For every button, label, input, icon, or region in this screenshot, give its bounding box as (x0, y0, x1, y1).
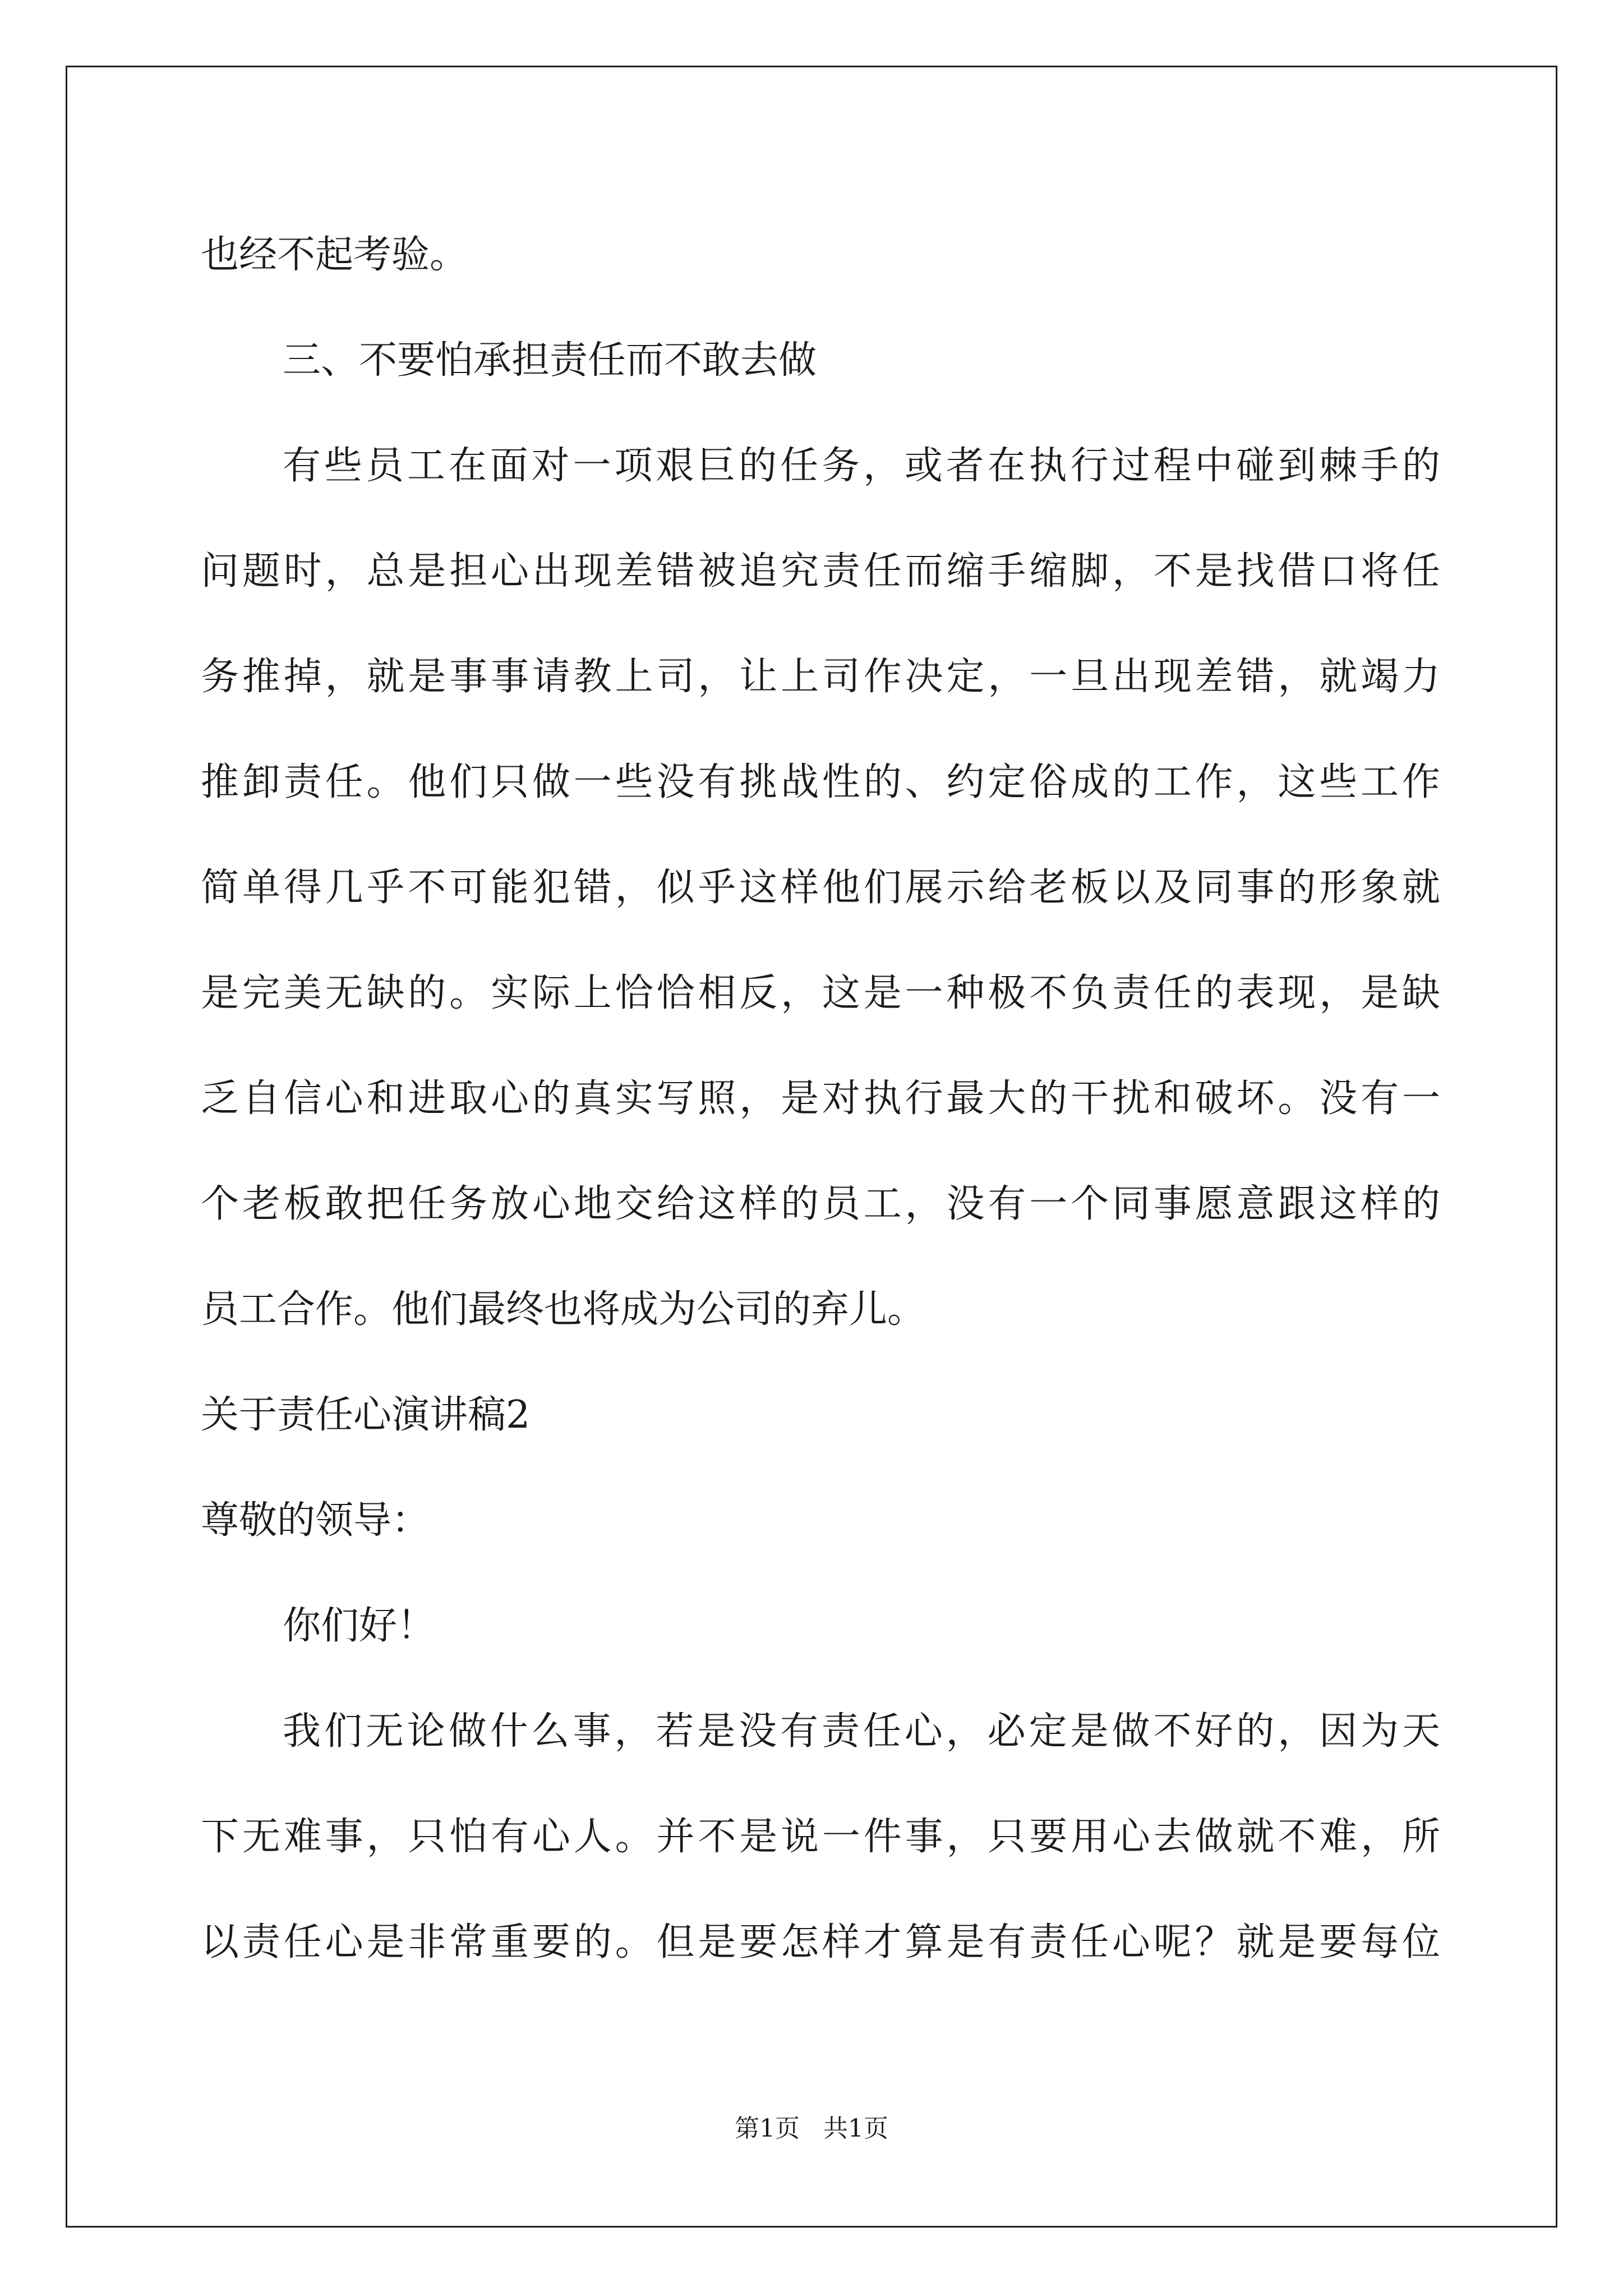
text-line: 务推掉，就是事事请教上司，让上司作决定，一旦出现差错，就竭力 (201, 655, 1440, 699)
text-line: 有些员工在面对一项艰巨的任务，或者在执行过程中碰到棘手的 (283, 444, 1440, 488)
text-line: 是完美无缺的。实际上恰恰相反，这是一种极不负责任的表现，是缺 (201, 971, 1440, 1015)
text-line: 推卸责任。他们只做一些没有挑战性的、约定俗成的工作，这些工作 (201, 760, 1440, 804)
text-line: 下无难事，只怕有心人。并不是说一件事，只要用心去做就不难，所 (201, 1815, 1440, 1859)
text-line: 简单得几乎不可能犯错，似乎这样他们展示给老板以及同事的形象就 (201, 866, 1440, 910)
salutation: 尊敬的领导： (201, 1498, 430, 1543)
page-number-footer: 第1页 共1页 (735, 2114, 888, 2143)
text-line: 员工合作。他们最终也将成为公司的弃儿。 (201, 1287, 926, 1332)
text-line: 也经不起考验。 (201, 233, 468, 277)
text-line: 以责任心是非常重要的。但是要怎样才算是有责任心呢？就是要每位 (201, 1920, 1440, 1964)
text-line: 乏自信心和进取心的真实写照，是对执行最大的干扰和破坏。没有一 (201, 1076, 1440, 1121)
section-heading: 三、不要怕承担责任而不敢去做 (283, 338, 817, 383)
text-line: 个老板敢把任务放心地交给这样的员工，没有一个同事愿意跟这样的 (201, 1182, 1440, 1226)
text-line: 问题时，总是担心出现差错被追究责任而缩手缩脚，不是找借口将任 (201, 549, 1440, 593)
document-title: 关于责任心演讲稿2 (201, 1393, 531, 1437)
greeting: 你们好！ (283, 1604, 436, 1648)
text-line: 我们无论做什么事，若是没有责任心，必定是做不好的，因为天 (283, 1709, 1440, 1754)
